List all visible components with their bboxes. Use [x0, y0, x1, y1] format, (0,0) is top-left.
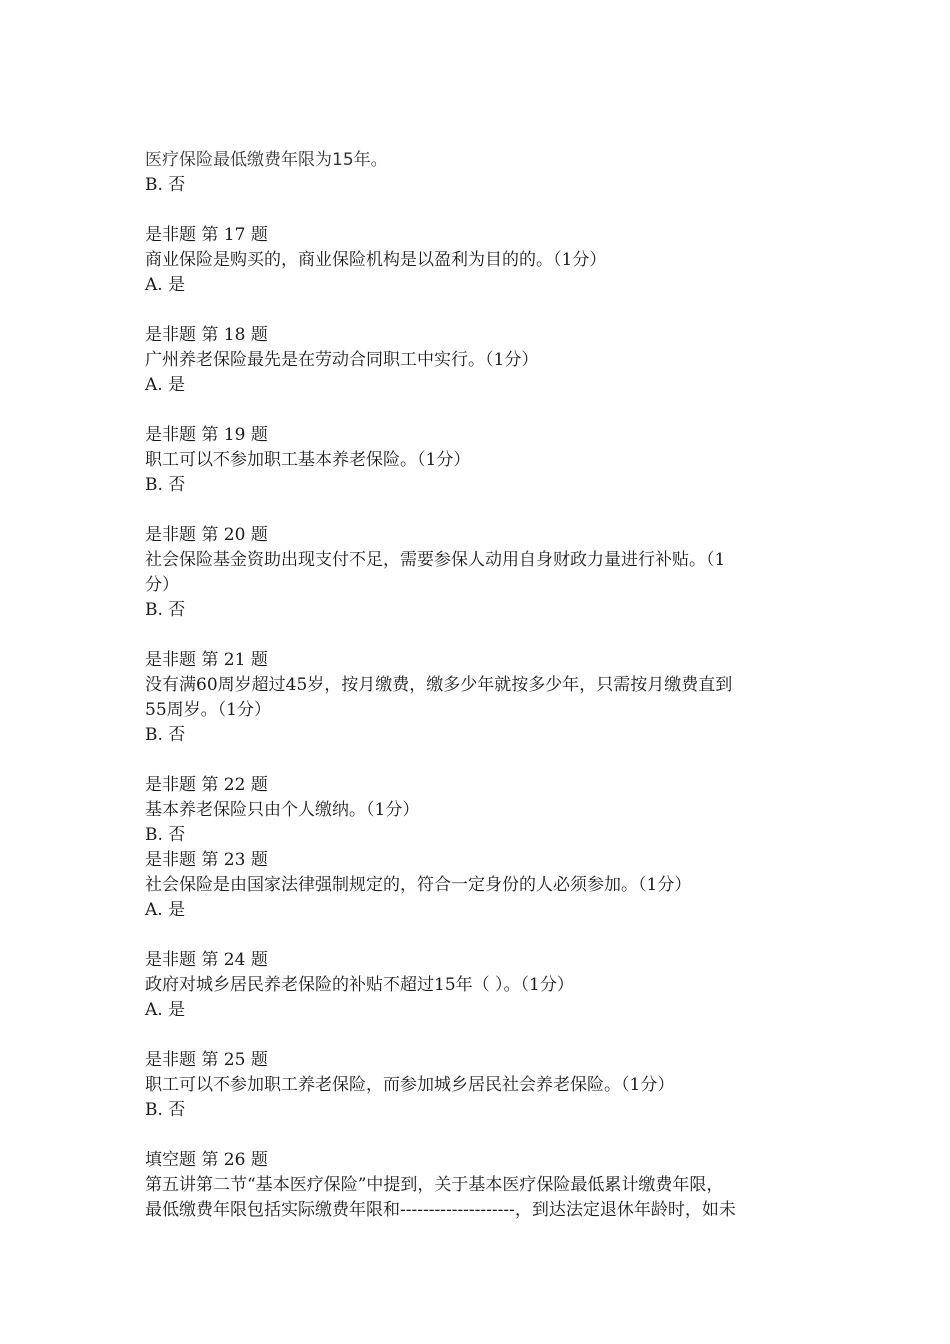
spacer [145, 1123, 813, 1148]
question-header: 是非题 第 17 题 [145, 225, 268, 245]
spacer [145, 1023, 813, 1048]
question-block-18 [145, 323, 813, 398]
question-text-line: 社会保险基金资助出现支付不足，需要参保人动用自身财政力量进行补贴。（1 [145, 550, 726, 570]
question-block-20 [145, 523, 813, 623]
question-block-26 [145, 1148, 813, 1223]
answer-text: A. 是 [145, 275, 186, 295]
question-block-19 [145, 423, 813, 498]
answer-text: B. 否 [145, 175, 186, 195]
answer-text: B. 否 [145, 600, 186, 620]
answer-text: A. 是 [145, 900, 186, 920]
answer-text: B. 否 [145, 1100, 186, 1120]
question-block-23 [145, 848, 813, 923]
question-block-17 [145, 223, 813, 298]
question-text-line: 没有满60周岁超过45岁，按月缴费，缴多少年就按多少年，只需按月缴费直到 [145, 675, 733, 695]
spacer [145, 298, 813, 323]
question-header: 是非题 第 22 题 [145, 775, 268, 795]
question-header: 是非题 第 25 题 [145, 1050, 268, 1070]
question-text: 基本养老保险只由个人缴纳。（1分） [145, 800, 420, 820]
question-header: 是非题 第 23 题 [145, 850, 268, 870]
question-header: 是非题 第 19 题 [145, 425, 268, 445]
question-header: 是非题 第 18 题 [145, 325, 268, 345]
question-text-line: 最低缴费年限包括实际缴费年限和--------------------，到达法定退休年龄时，如未 [145, 1200, 736, 1220]
question-text: 商业保险是购买的，商业保险机构是以盈利为目的的。（1分） [145, 250, 607, 270]
question-text-line: 第五讲第二节“基本医疗保险”中提到，关于基本医疗保险最低累计缴费年限， [145, 1175, 724, 1195]
question-text: 医疗保险最低缴费年限为15年。 [145, 150, 388, 170]
question-header: 填空题 第 26 题 [145, 1150, 268, 1170]
question-header: 是非题 第 21 题 [145, 650, 268, 670]
question-block-22 [145, 773, 813, 848]
question-header: 是非题 第 24 题 [145, 950, 268, 970]
spacer [145, 498, 813, 523]
question-text: 广州养老保险最先是在劳动合同职工中实行。（1分） [145, 350, 539, 370]
question-header: 是非题 第 20 题 [145, 525, 268, 545]
question-text-line: 分） [145, 575, 179, 595]
spacer [145, 398, 813, 423]
answer-text: B. 否 [145, 475, 186, 495]
question-text: 职工可以不参加职工基本养老保险。（1分） [145, 450, 471, 470]
question-block-24 [145, 948, 813, 1023]
question-block-25 [145, 1048, 813, 1123]
document-body [145, 148, 813, 1223]
question-block-21 [145, 648, 813, 748]
answer-text: B. 否 [145, 725, 186, 745]
question-text: 社会保险是由国家法律强制规定的，符合一定身份的人必须参加。（1分） [145, 875, 692, 895]
spacer [145, 923, 813, 948]
spacer [145, 748, 813, 773]
question-text-line: 55周岁。（1分） [145, 700, 271, 720]
answer-text: A. 是 [145, 375, 186, 395]
spacer [145, 623, 813, 648]
answer-text: B. 否 [145, 825, 186, 845]
spacer [145, 198, 813, 223]
answer-text: A. 是 [145, 1000, 186, 1020]
question-text: 政府对城乡居民养老保险的补贴不超过15年（ ）。（1分） [145, 975, 574, 995]
question-text: 职工可以不参加职工养老保险，而参加城乡居民社会养老保险。（1分） [145, 1075, 675, 1095]
